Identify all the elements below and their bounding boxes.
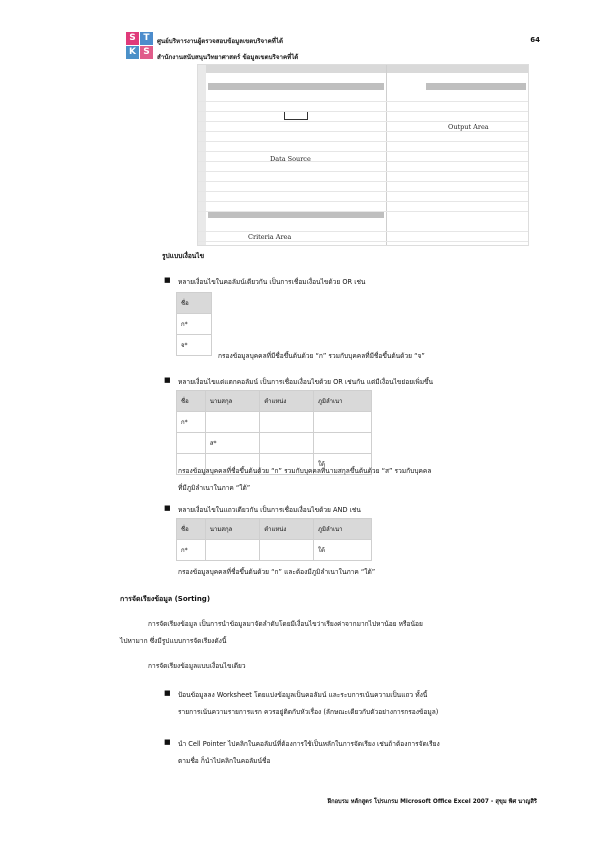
- bullet-1-text: หลายเงื่อนไขในคอลัมน์เดียวกัน เป็นการเชื่อมเงื่อนไขด้วย OR เช่น: [178, 278, 366, 286]
- t2-r3-region: ใต้: [314, 454, 372, 475]
- example-table-1: [176, 292, 212, 356]
- data-source-label: Data Source: [270, 155, 311, 163]
- example-table-3: [176, 518, 372, 561]
- page-number: 64: [530, 36, 540, 44]
- header-line-1: ศูนย์บริหารงานผู้ตรวจสอบข้อมูลเขตบริจาคที่ได้: [157, 38, 284, 45]
- bullet-2-text: หลายเงื่อนไขแต่แตกคอลัมน์ เป็นการเชื่อมเงื่อนไขด้วย OR เช่นกัน แต่มีเงื่อนไขย่อยเพิ่มขึ้น: [178, 378, 434, 386]
- t3-col-region: ภูมิลำเนา: [314, 519, 372, 540]
- criteria-header-row: [208, 211, 384, 218]
- bullet-3-text: หลายเงื่อนไขในแถวเดียวกัน เป็นการเชื่อมเงื่อนไขด้วย AND เช่น: [178, 506, 361, 514]
- t2-r2-surname: ส*: [205, 433, 259, 454]
- t2-description-1: กรองข้อมูลบุคคลที่ชื่อขึ้นต้นด้วย “ก” รวมกับบุคคลที่นามสกุลขึ้นต้นด้วย “ส” รวมกับบุคคล: [178, 467, 432, 475]
- t2-col-region: ภูมิลำเนา: [314, 391, 372, 412]
- t3-r1-name: ก*: [177, 540, 206, 561]
- bullet-icon: ■: [164, 276, 171, 284]
- t1-row-2: จ*: [177, 335, 212, 356]
- t3-col-position: ตำแหน่ง: [260, 519, 314, 540]
- sorting-para-1: การจัดเรียงข้อมูล เป็นการนำข้อมูลมาจัดลำดับโดยมีเงื่อนไขว่าเรียงค่าจากมากไปหาน้อย หรือน้อย: [148, 620, 423, 628]
- logo-t: T: [140, 32, 153, 45]
- t3-description: กรองข้อมูลบุคคลที่ชื่อขึ้นต้นด้วย “ก” และต้องมีภูมิลำเนาในภาค “ใต้”: [178, 568, 376, 576]
- t2-col-position: ตำแหน่ง: [260, 391, 314, 412]
- step-1-line-2: รายการเน้นความรายการแรก ควรอยู่ติดกับหัวเรื่อง (ลักษณะเดียวกับตัวอย่างการกรองข้อมูล): [178, 708, 439, 716]
- logo-k: K: [126, 46, 139, 59]
- t2-r1-name: ก*: [177, 412, 206, 433]
- t1-row-1: ก*: [177, 314, 212, 335]
- t2-description-2: ที่มีภูมิลำเนาในภาค “ใต้”: [178, 484, 251, 492]
- step-2-line-1: นำ Cell Pointer ไปคลิกในคอลัมน์ที่ต้องการใช้เป็นหลักในการจัดเรียง เช่นถ้าต้องการจัดเรียง: [178, 740, 440, 748]
- step-1-line-1: ป้อนข้อมูลลง Worksheet โดยแบ่งข้อมูลเป็นคอลัมน์ และระบการเน้นความเป็นแถว ทั้งนี้: [178, 691, 428, 699]
- logo-s: S: [126, 32, 139, 45]
- bullet-icon: ■: [164, 504, 171, 512]
- sorting-title: การจัดเรียงข้อมูล (Sorting): [120, 595, 211, 603]
- criteria-area-label: Criteria Area: [248, 233, 292, 241]
- sorting-para-2: ไปหามาก ซึ่งมีรูปแบบการจัดเรียงดังนี้: [120, 637, 227, 645]
- sorting-subtitle: การจัดเรียงข้อมูลแบบเงื่อนไขเดียว: [148, 662, 246, 670]
- page-footer: ฝึกอบรม หลักสูตร โปรแกรม Microsoft Office Excel 2007 - สุขุม พิศ นาญสิริ: [327, 799, 537, 805]
- data-header-row: [208, 83, 384, 90]
- t3-col-surname: นามสกุล: [205, 519, 259, 540]
- bullet-icon: ■: [164, 376, 171, 384]
- output-header-row: [426, 83, 526, 90]
- spreadsheet-image: [197, 64, 529, 246]
- t2-col-surname: นามสกุล: [205, 391, 259, 412]
- stks-logo: [126, 24, 154, 70]
- logo-s2: S: [140, 46, 153, 59]
- t3-r1-region: ใต้: [314, 540, 372, 561]
- t1-header: ชื่อ: [177, 293, 212, 314]
- example-table-2: [176, 390, 372, 475]
- t2-col-name: ชื่อ: [177, 391, 206, 412]
- bullet-icon: ■: [164, 689, 171, 697]
- header-line-2: สำนักงานสนับสนุนวิทยาศาสตร์ ข้อมูลเขตบริจาคที่ได้: [157, 54, 299, 61]
- section-conditions-title: รูปแบบเงื่อนไข: [162, 252, 205, 260]
- step-2-line-2: ตามชื่อ ก็นำไปคลิกในคอลัมน์ชื่อ: [178, 757, 271, 765]
- t3-col-name: ชื่อ: [177, 519, 206, 540]
- t1-description: กรองข้อมูลบุคคลที่มีชื่อขึ้นต้นด้วย “ก” รวมกับบุคคลที่มีชื่อขึ้นต้นด้วย “จ”: [218, 352, 425, 360]
- bullet-icon: ■: [164, 738, 171, 746]
- column-header-bar: [198, 65, 528, 73]
- output-area-label: Output Area: [448, 123, 489, 131]
